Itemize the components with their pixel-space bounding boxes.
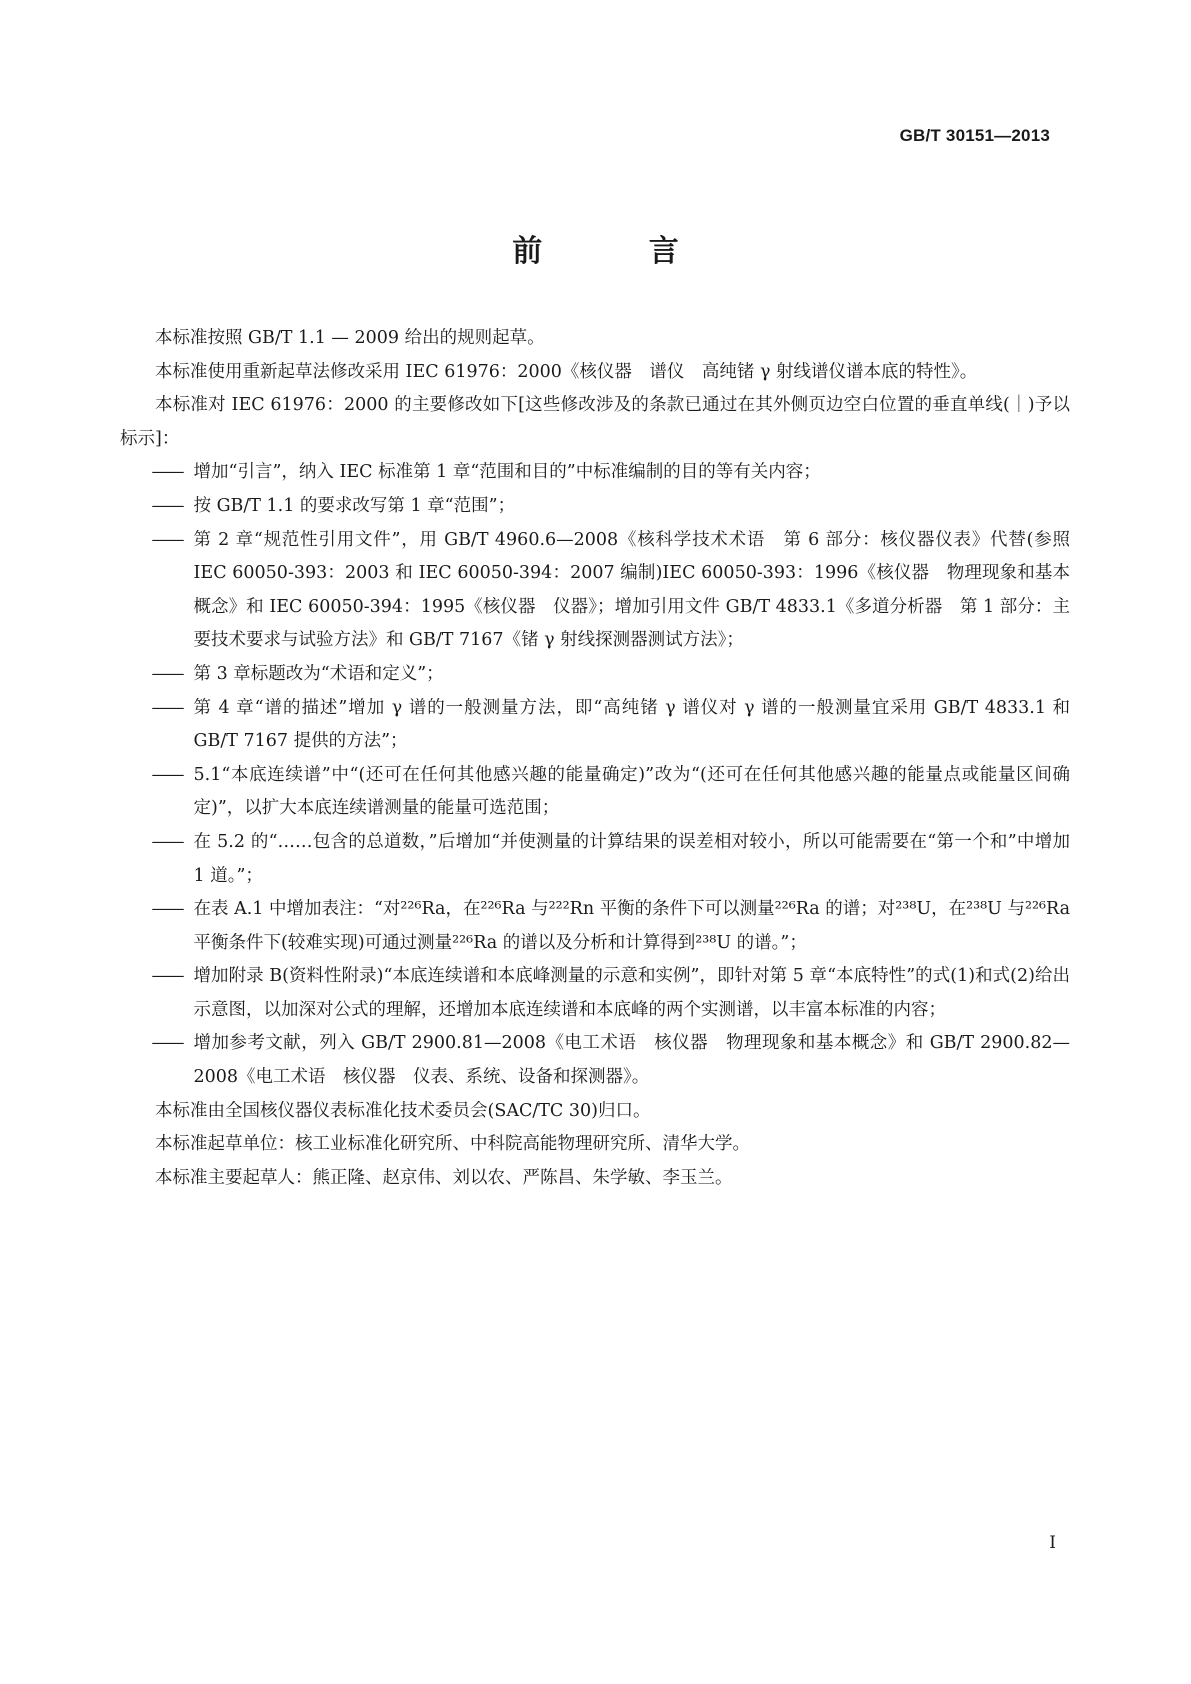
closing-paragraph: 本标准起草单位：核工业标准化研究所、中科院高能物理研究所、清华大学。 xyxy=(155,1134,750,1155)
intro-paragraph: 本标准按照 GB/T 1.1 — 2009 给出的规则起草。 xyxy=(155,328,545,348)
intro-paragraph: 本标准对 IEC 61976：2000 的主要修改如下[这些修改涉及的条款已通过在其外侧页边空白位置的垂直单线(｜)予以标示]： xyxy=(120,395,1070,449)
modification-item: —— 第 2 章“规范性引用文件”，用 GB/T 4960.6—2008《核科学技术术语 第 6 部分：核仪器仪表》代替(参照 IEC 60050-393：2003 和 IEC 60050-394：2007 编制)IEC 60050-393：1996《核仪器 物理现象和基本概念》和 IEC 60050-394：1995《核仪器 仪器》；增加引用文件 GB/T 4833.1《多道分析器 第 1 部分：主要技术要求与试验方法》和 GB/T 7167《锗 γ 射线探测器测试方法》； xyxy=(155,524,1070,658)
closing-paragraph: 本标准由全国核仪器仪表标准化技术委员会(SAC/TC 30)归口。 xyxy=(155,1100,651,1121)
modification-item: —— 增加附录 B(资料性附录)“本底连续谱和本底峰测量的示意和实例”，即针对第 5 章“本底特性”的式(1)和式(2)给出示意图，以加深对公式的理解，还增加本底连续谱和本底峰的两个实测谱，以丰富本标准的内容； xyxy=(155,960,1070,1027)
page-number: I xyxy=(1049,1533,1056,1553)
modification-item: —— 增加“引言”，纳入 IEC 标准第 1 章“范围和目的”中标准编制的目的等有关内容； xyxy=(155,456,1070,490)
modification-item: —— 增加参考文献，列入 GB/T 2900.81—2008《电工术语 核仪器 物理现象和基本概念》和 GB/T 2900.82—2008《电工术语 核仪器 仪表、系统、设备和探测器》。 xyxy=(155,1027,1070,1094)
modification-item: —— 5.1“本底连续谱”中“(还可在任何其他感兴趣的能量确定)”改为“(还可在任何其他感兴趣的能量点或能量区间确定)”，以扩大本底连续谱测量的能量可选范围； xyxy=(155,759,1070,826)
modification-item: —— 在表 A.1 中增加表注：“对²²⁶Ra，在²²⁶Ra 与²²²Rn 平衡的条件下可以测量²²⁶Ra 的谱；对²³⁸U，在²³⁸U 与²²⁶Ra 平衡条件下(较难实现)可通过测量²²⁶Ra 的谱以及分析和计算得到²³⁸U 的谱。”； xyxy=(155,893,1070,960)
foreword-body xyxy=(120,322,1070,1195)
modification-item: —— 第 4 章“谱的描述”增加 γ 谱的一般测量方法，即“高纯锗 γ 谱仪对 γ 谱的一般测量宜采用 GB/T 4833.1 和 GB/T 7167 提供的方法”； xyxy=(155,692,1070,759)
standard-number: GB/T 30151—2013 xyxy=(899,126,1050,145)
closing-paragraph: 本标准主要起草人：熊正隆、赵京伟、刘以农、严陈昌、朱学敏、李玉兰。 xyxy=(155,1167,733,1188)
modification-item: —— 按 GB/T 1.1 的要求改写第 1 章“范围”； xyxy=(155,490,1070,524)
intro-paragraph: 本标准使用重新起草法修改采用 IEC 61976：2000《核仪器 谱仪 高纯锗 γ 射线谱仪谱本底的特性》。 xyxy=(155,361,978,382)
modification-item: —— 第 3 章标题改为“术语和定义”； xyxy=(155,658,1070,692)
page-title: 前 言 xyxy=(512,234,727,269)
modification-item: —— 在 5.2 的“……包含的总道数，”后增加“并使测量的计算结果的误差相对较小，所以可能需要在“第一个和”中增加 1 道。”； xyxy=(155,826,1070,893)
